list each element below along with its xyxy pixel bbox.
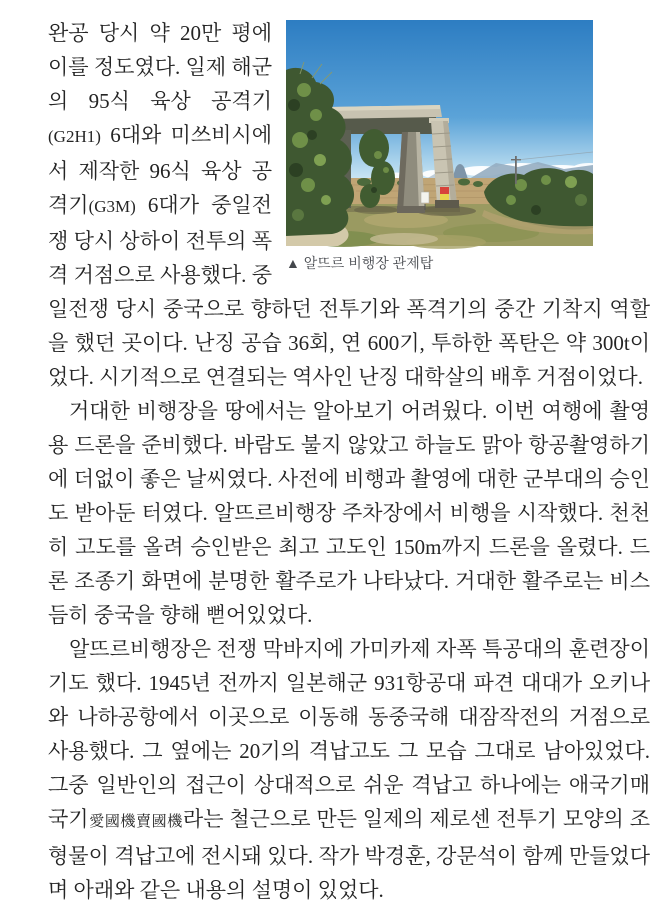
para1-text-3: 6대가 중일전쟁 당시 상하이 전투의 폭격 거점으로 사용했다. 중일전쟁 당시 중국으로 향하던 전투기와 폭격기의 중간 기착지 역할을 했던 곳이다. 난징 공습 36회, 연 600기, 투하한 폭탄은 약 300t이었다. 시기적으로 연결되는 역사인 난징 대학살의 배후 거점이었다. [48, 193, 650, 389]
para1-aircraft-code-g3m: (G3M) [88, 197, 136, 216]
dirt-path-spur [370, 233, 438, 245]
photo-alddreu-control-tower [286, 20, 593, 246]
paragraph-2: 거대한 비행장을 땅에서는 알아보기 어려웠다. 이번 여행에 촬영용 드론을 준비했다. 바람도 불지 않았고 하늘도 맑아 항공촬영하기에 더없이 좋은 날씨였다. 사전에 비행과 촬영에 대한 군부대의 승인도 받아둔 터였다. 알뜨르비행장 주차장에서 비행을 시작했다. 천천히 고도를 올려 승인받은 최고 고도인 150m까지 드론을 올렸다. 드론 조종기 화면에 분명한 활주로가 나타났다. 거대한 활주로는 비스듬히 중국을 향해 뻗어있었다. [48, 399, 650, 627]
para1-text-2: 6대와 미쓰비시에서 제작한 96식 육상 공격기 [48, 123, 272, 217]
para3-hanja-aegukki-maegukki: 愛國機賣國機 [88, 814, 183, 830]
para3-text-1: 알뜨르비행장은 전쟁 막바지에 가미카제 자폭 특공대의 훈련장이기도 했다. 1945년 전까지 일본해군 931항공대 파견 대대가 오키나와 나하공항에서 이곳으로 이동해 동중국해 대잠작전의 거점으로 사용했다. 그 옆에는 20기의 격납고도 그 모습 그대로 남아있었다. 그중 일반인의 접근이 상대적으로 쉬운 격납고 하나에는 애국기매국기 [48, 637, 650, 831]
figure-caption: ▲ 알뜨르 비행장 관제탑 [286, 255, 434, 271]
figure-alddreu-control-tower [286, 20, 593, 272]
control-tower-photo-illustration [286, 20, 593, 246]
para3-text-2: 라는 철근으로 만든 일제의 제로센 전투기 모양의 조형물이 격납고에 전시돼 있다. 작가 박경훈, 강문석이 함께 만들었다며 아래와 같은 내용의 설명이 있었다. [48, 807, 650, 902]
para1-text-1: 완공 당시 약 20만 평에 이를 정도였다. 일제 해군의 95식 육상 공격기 [48, 21, 272, 113]
para1-aircraft-code-g2h1: (G2H1) [48, 127, 101, 146]
paragraph-3 [48, 632, 650, 907]
